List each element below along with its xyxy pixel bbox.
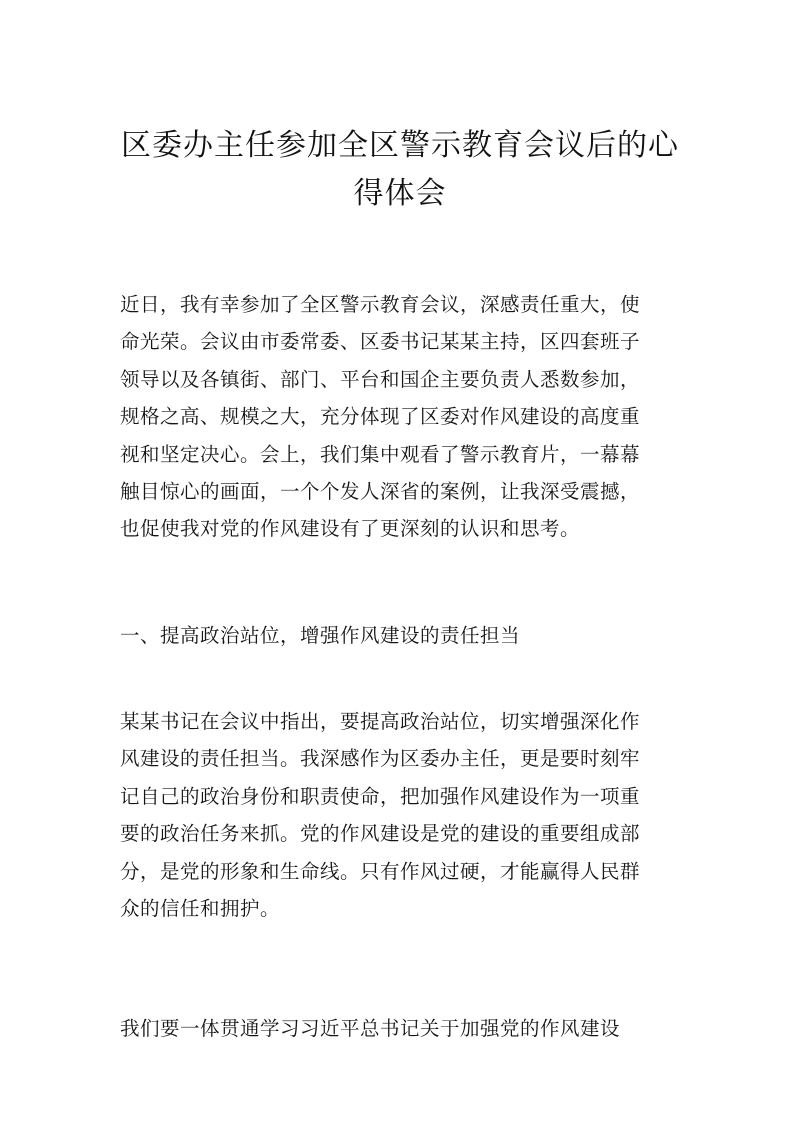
- paragraph-line: 我们要一体贯通学习习近平总书记关于加强党的作风建设: [120, 1017, 621, 1040]
- paragraph-line: 规格之高、规模之大，充分体现了区委对作风建设的高度重: [120, 405, 641, 429]
- paragraph-line: 触目惊心的画面，一个个发人深省的案例，让我深受震撼，: [120, 480, 641, 504]
- section-heading-1: 一、提高政治站位，增强作风建设的责任担当: [120, 624, 521, 647]
- paragraph-line: 风建设的责任担当。我深感作为区委办主任，更是要时刻牢: [120, 747, 641, 771]
- paragraph-section-1: [120, 703, 680, 927]
- paragraph-line: 要的政治任务来抓。党的作风建设是党的建设的重要组成部: [120, 822, 641, 846]
- paragraph-line: 近日，我有幸参加了全区警示教育会议，深感责任重大，使: [120, 293, 641, 316]
- paragraph-line: 分，是党的形象和生命线。只有作风过硬，才能赢得人民群: [120, 859, 641, 883]
- paragraph-line: 命光荣。会议由市委常委、区委书记某某主持，区四套班子: [120, 330, 641, 354]
- paragraph-line: 众的信任和拥护。: [120, 897, 281, 921]
- paragraph-line: 某某书记在会议中指出，要提高政治站位，切实增强深化作: [120, 710, 641, 733]
- paragraph-line: 领导以及各镇街、部门、平台和国企主要负责人悉数参加，: [120, 367, 641, 391]
- paragraph-line: 视和坚定决心。会上，我们集中观看了警示教育片，一幕幕: [120, 442, 641, 466]
- paragraph-intro: [120, 286, 680, 548]
- document-title: [100, 122, 700, 218]
- title-line-1: 区委办主任参加全区警示教育会议后的心: [121, 128, 679, 163]
- paragraph-line: 也促使我对党的作风建设有了更深刻的认识和思考。: [120, 517, 581, 541]
- title-line-2: 得体会: [353, 176, 447, 211]
- paragraph-section-1b: [120, 1010, 680, 1047]
- paragraph-line: 记自己的政治身份和职责使命，把加强作风建设作为一项重: [120, 784, 641, 808]
